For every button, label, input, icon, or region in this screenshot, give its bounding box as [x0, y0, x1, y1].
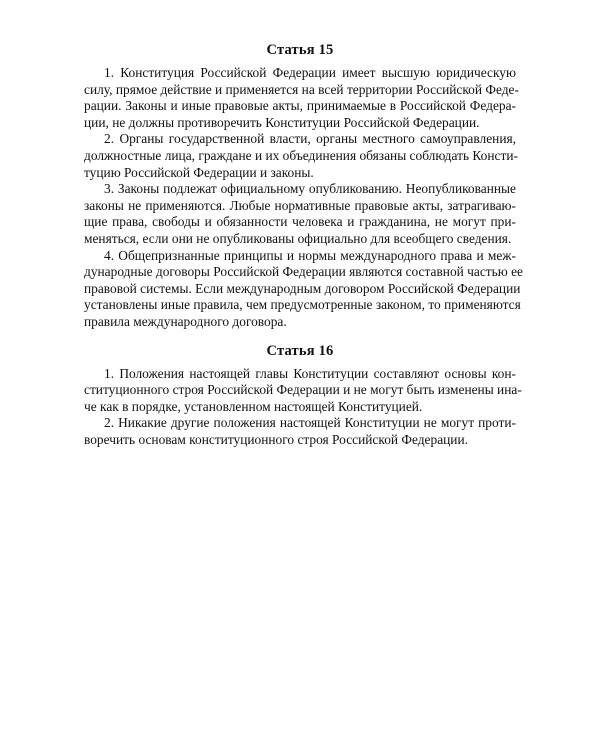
text-line: должностные лица, граждане и их объединения обязаны соблюдать Консти- — [84, 147, 518, 163]
text-line: рации. Законы и иные правовые акты, принимаемые в Российской Федера- — [84, 98, 516, 114]
text-line: правовой системы. Если международным договором Российской Федерации — [84, 280, 521, 296]
text-line: воречить основам конституционного строя Российской Федерации. — [84, 431, 468, 447]
article-paragraph — [84, 365, 522, 416]
text-line: 3. Законы подлежат официальному опубликованию. Неопубликованные — [104, 181, 516, 197]
document-page — [84, 42, 523, 448]
text-line: законы не применяются. Любые нормативные правовые акты, затрагиваю- — [84, 197, 516, 213]
text-line: дународные договоры Российской Федерации являются составной частью ее — [84, 264, 523, 280]
text-line: 1. Конституция Российской Федерации имеет высшую юридическую — [104, 65, 516, 80]
article-paragraph — [84, 131, 516, 181]
article-paragraph — [84, 181, 516, 247]
text-line: 4. Общепризнанные принципы и нормы международного права и меж- — [104, 247, 516, 263]
article-title: Статья 15 — [266, 42, 334, 58]
article-title: Статья 16 — [266, 342, 334, 359]
article-16 — [84, 342, 522, 449]
text-line: установлены иные правила, чем предусмотренные законом, то применяются — [84, 297, 521, 313]
text-line: меняться, если они не опубликованы официально для всеобщего сведения. — [84, 230, 512, 246]
text-line: правила международного договора. — [84, 313, 287, 329]
article-paragraph — [84, 415, 516, 448]
text-line: 2. Никакие другие положения настоящей Конституции не могут проти- — [104, 415, 516, 431]
text-line: че как в порядке, установленном настоящей Конституцией. — [84, 398, 423, 414]
text-line: 1. Положения настоящей главы Конституции составляют основы кон- — [104, 365, 516, 381]
text-line: туцию Российской Федерации и законы. — [84, 164, 314, 180]
article-paragraph — [84, 65, 519, 131]
article-15 — [84, 42, 523, 331]
text-line: ции, не должны противоречить Конституции Российской Федерации. — [84, 114, 480, 130]
text-line: 2. Органы государственной власти, органы местного самоуправления, — [104, 131, 516, 147]
text-line: силу, прямое действие и применяется на всей территории Российской Феде- — [84, 81, 519, 97]
article-paragraph — [84, 247, 523, 331]
text-line: щие права, свободы и обязанности человека и гражданина, не могут при- — [84, 214, 516, 230]
text-line: ституционного строя Российской Федерации и не могут быть изменены ина- — [84, 382, 522, 398]
